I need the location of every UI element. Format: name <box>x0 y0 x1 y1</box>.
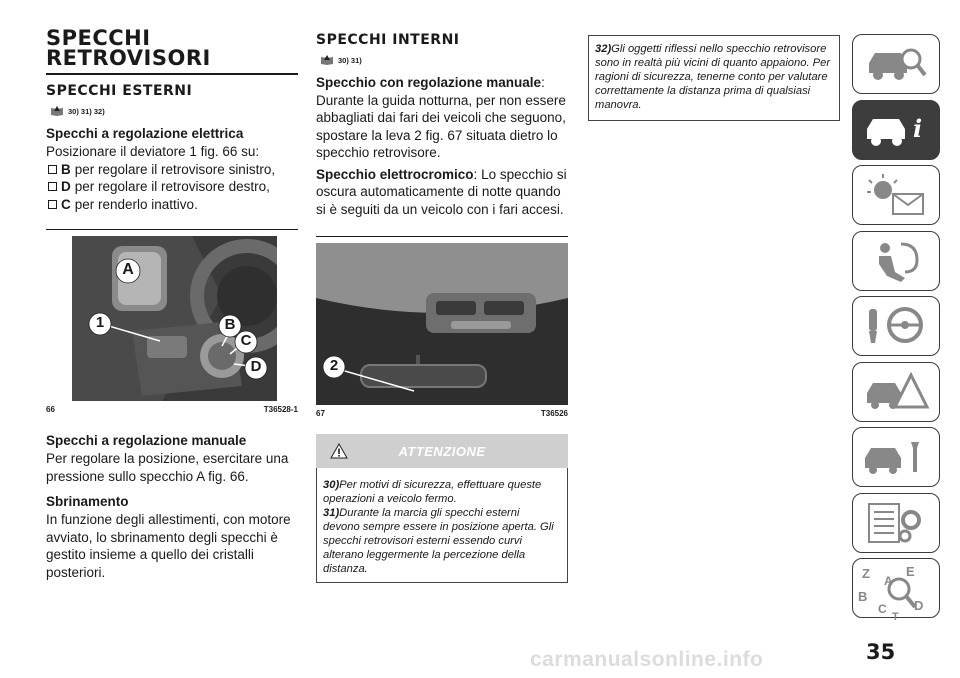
tab-safety[interactable] <box>852 231 940 291</box>
heading-manual-mirrors: Specchi a regolazione manuale <box>46 433 247 448</box>
index-letter-a: A <box>884 574 893 588</box>
index-letter-e: E <box>906 564 915 579</box>
warning-light-message-icon <box>861 172 931 218</box>
tab-driving[interactable] <box>852 296 940 356</box>
book-warning-icon <box>50 105 64 117</box>
checkbox-bullet-icon <box>48 182 57 191</box>
car-wrench-icon <box>861 434 931 480</box>
list-item-text: per renderlo inattivo. <box>74 196 198 212</box>
note-box <box>588 35 840 121</box>
warning-text: Durante la marcia gli specchi esterni devono sempre essere in posizione aperta. Gli specchi retrovisori esterni essendo curvi alterano leggermente la percezione della distanza. <box>323 507 554 575</box>
figure-caption <box>46 405 298 414</box>
figure-label-2: 2 <box>329 357 339 374</box>
tab-warning-lights[interactable] <box>852 165 940 225</box>
chapter-sidebar <box>852 34 940 624</box>
rearview-mirror-photo <box>316 243 568 405</box>
tab-car-search[interactable] <box>852 34 940 94</box>
list-item-key: D <box>61 179 71 194</box>
tab-car-info[interactable] <box>852 100 940 160</box>
section-title-interior: SPECCHI INTERNI <box>316 32 460 48</box>
defrost-text: In funzione degli allestimenti, con motore avviato, lo sbrinamento degli specchi è gestito insieme a quello dei cristalli posteriori. <box>46 512 291 580</box>
tab-technical-data[interactable] <box>852 493 940 553</box>
heading-defrost: Sbrinamento <box>46 494 129 509</box>
electrochromic-paragraph: Specchio elettrocromico: Lo specchio si oscura automaticamente di notte quando si è seguiti da un veicolo con i fari accesi. <box>316 166 567 217</box>
warning-text: Per motivi di sicurezza, effettuare queste operazioni a veicolo fermo. <box>323 479 542 505</box>
note-text: Gli oggetti riflessi nello specchio retrovisore sono in realtà più vicini di quanto appaiono. Per ragioni di sicurezza, tenerne conto per valutare correttamente la distanza prima di qualsiasi manovra. <box>595 43 831 111</box>
figure-number: 66 <box>46 405 55 414</box>
warning-refs <box>50 105 298 117</box>
airbag-seat-icon <box>861 238 931 284</box>
figure-label-b: B <box>224 316 236 333</box>
index-letter-b: B <box>858 589 868 604</box>
column-interior-mirrors <box>316 28 568 583</box>
refs-text: 30) 31) 32) <box>68 106 105 116</box>
checkbox-bullet-icon <box>48 200 57 209</box>
interior-mirror-illustration <box>316 243 568 405</box>
heading-electrochromic: Specchio elettrocromico <box>316 166 474 182</box>
column-notes <box>588 35 840 121</box>
figure-caption <box>316 409 568 418</box>
figure-label-c: C <box>240 332 252 349</box>
figure-label-d: D <box>250 358 262 375</box>
svg-text:i: i <box>913 113 923 143</box>
warning-refs <box>320 54 568 66</box>
list-item <box>46 161 298 179</box>
page-title-line-2: RETROVISORI <box>46 46 211 70</box>
refs-text: 30) 31) <box>338 55 362 65</box>
mirror-switch-photo <box>72 236 277 401</box>
car-search-icon <box>861 41 931 87</box>
page-title-line-1: SPECCHI <box>46 26 151 50</box>
car-warning-triangle-icon <box>861 369 931 415</box>
warning-triangle-icon <box>330 443 348 459</box>
book-warning-icon <box>320 54 334 66</box>
warning-item <box>323 478 559 506</box>
tab-maintenance[interactable] <box>852 427 940 487</box>
warning-header <box>316 434 568 468</box>
page-number: 35 <box>866 640 896 664</box>
warning-box <box>316 468 568 583</box>
page-title <box>46 28 298 68</box>
index-letter-c: C <box>878 602 887 616</box>
manual-text: Per regolare la posizione, esercitare una pressione sullo specchio A fig. 66. <box>46 451 289 484</box>
list-item <box>46 178 298 196</box>
heading-electric-mirrors: Specchi a regolazione elettrica <box>46 126 244 141</box>
electric-instructions: Posizionare il deviatore 1 fig. 66 su: <box>46 144 260 159</box>
list-item-text: per regolare il retrovisore destro, <box>74 179 270 194</box>
list-item-key: B <box>61 161 71 177</box>
electrochromic-text: Lo specchio si oscura automaticamente di notte quando si è seguiti da un veicolo con i fari accesi. <box>316 166 567 217</box>
car-info-icon <box>861 107 931 153</box>
warning-number: 31) <box>323 507 340 519</box>
key-steering-wheel-icon <box>861 303 931 349</box>
specs-gear-icon <box>861 500 931 546</box>
figure-number: 67 <box>316 409 325 418</box>
watermark: carmanualsonline.info <box>530 648 764 671</box>
index-letter-t: T <box>892 611 899 623</box>
list-item <box>46 196 298 214</box>
list-item-text: per regolare il retrovisore sinistro, <box>74 161 276 177</box>
section-title-exterior: SPECCHI ESTERNI <box>46 83 193 99</box>
figure-label-1: 1 <box>95 314 105 331</box>
note-number: 32) <box>595 43 612 55</box>
heading-manual-mirror: Specchio con regolazione manuale <box>316 75 542 90</box>
warning-item <box>323 506 559 576</box>
checkbox-bullet-icon <box>48 165 57 174</box>
figure-67 <box>316 236 568 418</box>
index-letter-d: D <box>914 598 924 613</box>
manual-mirror-text: Durante la guida notturna, per non essere abbagliati dai fari dei veicoli che seguono, spostare la leva 2 fig. 67 situata dietro lo specchio retrovisore. <box>316 92 566 160</box>
column-exterior-mirrors <box>46 28 298 581</box>
manual-mirror-paragraph: Specchio con regolazione manuale: Durante la guida notturna, per non essere abbagliati dai fari dei veicoli che seguono, spostare la leva 2 fig. 67 situata dietro lo specchio retrovisore. <box>316 75 566 160</box>
list-item-key: C <box>61 196 71 212</box>
tab-emergency[interactable] <box>852 362 940 422</box>
warning-title: ATTENZIONE <box>398 443 486 459</box>
figure-code: T36526 <box>540 409 568 418</box>
figure-66 <box>46 229 298 414</box>
index-letter-z: Z <box>862 566 870 581</box>
figure-code: T36528-1 <box>263 405 298 414</box>
warning-number: 30) <box>323 479 340 491</box>
figure-label-a: A <box>122 261 134 278</box>
title-divider <box>46 73 298 75</box>
